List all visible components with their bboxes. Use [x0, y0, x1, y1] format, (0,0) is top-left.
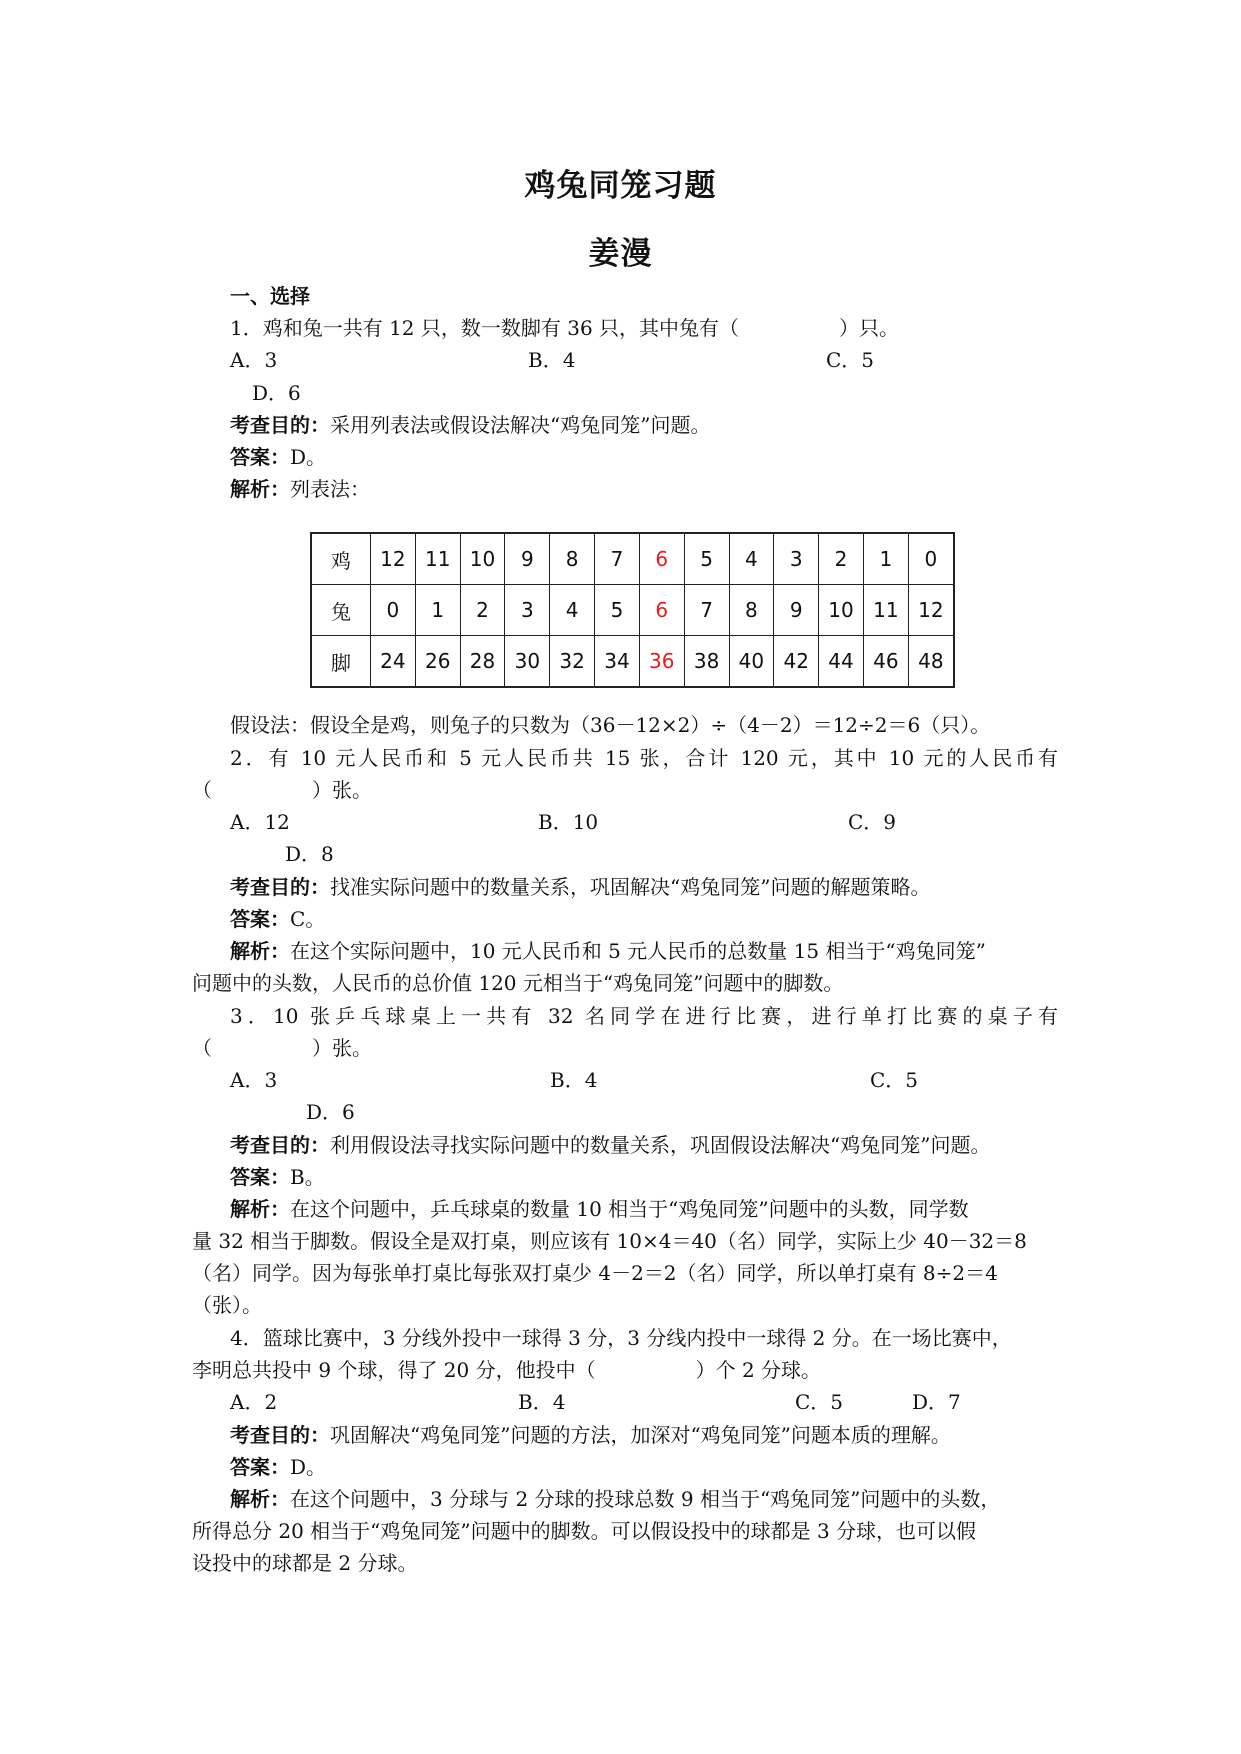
table-cell: 8 — [729, 585, 774, 636]
q4-option-c: C．5 — [795, 1390, 844, 1414]
table-cell: 1 — [415, 585, 460, 636]
q2-option-a: A．12 — [230, 810, 290, 834]
q2-analysis-text: 在这个实际问题中，10 元人民币和 5 元人民币的总数量 15 相当于“鸡兔同笼” — [290, 939, 986, 963]
table-cell: 2 — [819, 533, 864, 585]
q3-analysis-line1 — [230, 1196, 969, 1222]
q2-purpose — [230, 874, 930, 900]
table-cell: 8 — [550, 533, 595, 585]
answer-label: 答案： — [230, 445, 290, 469]
table-row-rabbit — [311, 585, 954, 636]
table-cell: 48 — [908, 636, 954, 688]
q3-purpose-text: 利用假设法寻找实际问题中的数量关系，巩固假设法解决“鸡兔同笼”问题。 — [330, 1133, 991, 1157]
q1-stem: 1．鸡和兔一共有 12 只，数一数脚有 36 只，其中兔有（ ）只。 — [230, 316, 900, 340]
table-cell: 34 — [595, 636, 640, 688]
table-cell: 11 — [415, 533, 460, 585]
purpose-label: 考查目的： — [230, 1423, 330, 1447]
q3-analysis-text: 在这个问题中，乒乓球桌的数量 10 相当于“鸡兔同笼”问题中的头数，同学数 — [290, 1197, 969, 1221]
q4-analysis-line1 — [230, 1486, 1000, 1512]
q1-answer-text: D。 — [290, 445, 327, 469]
table-cell: 9 — [774, 585, 819, 636]
q4-stem-line2: 李明总共投中 9 个球，得了 20 分，他投中（ ）个 2 分球。 — [192, 1358, 822, 1382]
q3-option-c: C．5 — [870, 1068, 919, 1092]
table-cell: 28 — [460, 636, 505, 688]
table-cell: 5 — [684, 533, 729, 585]
q1-purpose-text: 采用列表法或假设法解决“鸡兔同笼”问题。 — [330, 413, 711, 437]
q3-answer — [230, 1164, 325, 1190]
table-cell-highlight: 6 — [639, 533, 684, 585]
q2-answer-text: C。 — [290, 907, 326, 931]
table-cell: 11 — [863, 585, 908, 636]
table-row-chicken — [311, 533, 954, 585]
q4-purpose-text: 巩固解决“鸡兔同笼”问题的方法，加深对“鸡兔同笼”问题本质的理解。 — [330, 1423, 951, 1447]
q4-purpose — [230, 1422, 951, 1448]
doc-author: 姜漫 — [588, 236, 653, 272]
answer-label: 答案： — [230, 1165, 290, 1189]
q2-option-b: B．10 — [538, 810, 599, 834]
table-cell: 0 — [908, 533, 954, 585]
q4-option-d: D．7 — [912, 1390, 961, 1414]
q1-assume: 假设法：假设全是鸡，则兔子的只数为（36－12×2）÷（4－2）＝12÷2＝6（只）。 — [230, 713, 991, 737]
q3-analysis-line2: 量 32 相当于脚数。假设全是双打桌，则应该有 10×4＝40（名）同学，实际上少 40－32＝8 — [192, 1229, 1027, 1253]
q2-stem-line1: 2．有 10 元人民币和 5 元人民币共 15 张，合计 120 元，其中 10 元的人民币有 — [230, 746, 1058, 770]
table-cell: 4 — [550, 585, 595, 636]
table-cell: 9 — [505, 533, 550, 585]
table-cell: 4 — [729, 533, 774, 585]
table-cell: 7 — [684, 585, 729, 636]
q2-option-d: D．8 — [285, 842, 334, 866]
q1-option-d: D．6 — [252, 381, 301, 405]
q1-purpose — [230, 412, 710, 438]
table-cell: 0 — [371, 585, 416, 636]
analysis-label: 解析： — [230, 477, 290, 501]
purpose-label: 考查目的： — [230, 875, 330, 899]
table-cell: 10 — [819, 585, 864, 636]
q3-analysis-line4: （张）。 — [192, 1293, 262, 1317]
doc-title: 鸡兔同笼习题 — [524, 168, 717, 204]
q4-answer-text: D。 — [290, 1455, 327, 1479]
table-cell: 5 — [595, 585, 640, 636]
purpose-label: 考查目的： — [230, 1133, 330, 1157]
q2-analysis-line2: 问题中的头数，人民币的总价值 120 元相当于“鸡兔同笼”问题中的脚数。 — [192, 971, 844, 995]
q2-option-c: C．9 — [848, 810, 897, 834]
table-cell: 3 — [774, 533, 819, 585]
answer-label: 答案： — [230, 1455, 290, 1479]
purpose-label: 考查目的： — [230, 413, 330, 437]
table-cell: 24 — [371, 636, 416, 688]
q3-answer-text: B。 — [290, 1165, 325, 1189]
table-row-feet — [311, 636, 954, 688]
q4-answer — [230, 1454, 326, 1480]
q1-analysis-text: 列表法： — [290, 477, 370, 501]
section-heading: 一、选择 — [230, 284, 310, 308]
q3-option-b: B．4 — [550, 1068, 598, 1092]
q2-purpose-text: 找准实际问题中的数量关系，巩固解决“鸡兔同笼”问题的解题策略。 — [330, 875, 931, 899]
q3-stem-line2: （ ）张。 — [192, 1036, 372, 1060]
q4-option-b: B．4 — [518, 1390, 566, 1414]
q1-option-b: B．4 — [528, 348, 576, 372]
analysis-label: 解析： — [230, 939, 290, 963]
table-header: 兔 — [311, 585, 371, 636]
q4-stem-line1: 4．篮球比赛中，3 分线外投中一球得 3 分，3 分线内投中一球得 2 分。在一场比赛中， — [230, 1326, 1012, 1350]
table-cell: 10 — [460, 533, 505, 585]
q4-option-a: A．2 — [230, 1390, 278, 1414]
table-cell: 1 — [863, 533, 908, 585]
table-cell: 3 — [505, 585, 550, 636]
table-cell: 32 — [550, 636, 595, 688]
table-cell: 2 — [460, 585, 505, 636]
table-cell: 30 — [505, 636, 550, 688]
q3-option-a: A．3 — [230, 1068, 278, 1092]
q4-analysis-line2: 所得总分 20 相当于“鸡兔同笼”问题中的脚数。可以假设投中的球都是 3 分球，也可以假 — [192, 1519, 977, 1543]
table-cell: 46 — [863, 636, 908, 688]
chicken-rabbit-table — [310, 532, 955, 688]
q2-stem-line2: （ ）张。 — [192, 778, 372, 802]
table-cell-highlight: 6 — [639, 585, 684, 636]
q1-option-a: A．3 — [230, 348, 278, 372]
table-cell: 40 — [729, 636, 774, 688]
q2-answer — [230, 906, 325, 932]
table-cell: 38 — [684, 636, 729, 688]
analysis-label: 解析： — [230, 1487, 290, 1511]
table-cell: 12 — [908, 585, 954, 636]
q1-answer — [230, 444, 326, 470]
q1-analysis — [230, 476, 370, 502]
q3-purpose — [230, 1132, 990, 1158]
answer-label: 答案： — [230, 907, 290, 931]
table-cell: 42 — [774, 636, 819, 688]
q2-analysis-line1 — [230, 938, 986, 964]
table-cell: 7 — [595, 533, 640, 585]
table-cell: 26 — [415, 636, 460, 688]
table-cell: 44 — [819, 636, 864, 688]
q3-stem-line1: 3．10 张乒乓球桌上一共有 32 名同学在进行比赛，进行单打比赛的桌子有 — [230, 1004, 1058, 1028]
q3-analysis-line3: （名）同学。因为每张单打桌比每张双打桌少 4－2＝2（名）同学，所以单打桌有 8÷2＝4 — [192, 1261, 998, 1285]
q3-option-d: D．6 — [306, 1100, 355, 1124]
q4-analysis-line3: 设投中的球都是 2 分球。 — [192, 1551, 418, 1575]
table-header: 鸡 — [311, 533, 371, 585]
analysis-label: 解析： — [230, 1197, 290, 1221]
q1-option-c: C．5 — [826, 348, 875, 372]
q4-analysis-text: 在这个问题中，3 分球与 2 分球的投球总数 9 相当于“鸡兔同笼”问题中的头数， — [290, 1487, 1001, 1511]
table-cell: 12 — [371, 533, 416, 585]
table-header: 脚 — [311, 636, 371, 688]
table-cell-highlight: 36 — [639, 636, 684, 688]
